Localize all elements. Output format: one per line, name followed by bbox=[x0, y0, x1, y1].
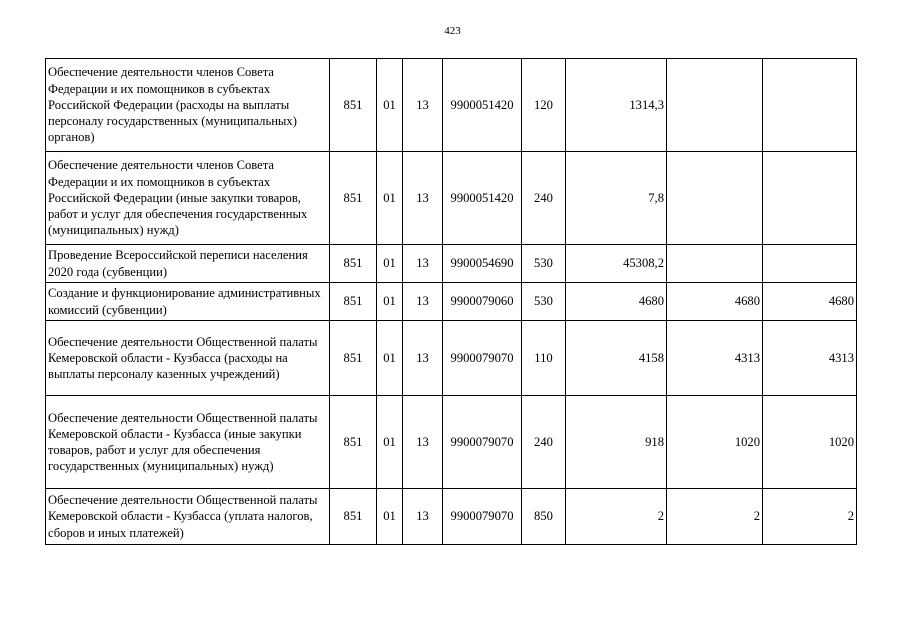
sum-year-3 bbox=[763, 152, 857, 245]
sum-year-1: 4680 bbox=[566, 283, 667, 321]
sum-year-1: 2 bbox=[566, 489, 667, 545]
ministry-code: 851 bbox=[330, 283, 377, 321]
sum-year-2 bbox=[667, 59, 763, 152]
table-row bbox=[46, 396, 857, 489]
expense-type-code: 110 bbox=[522, 321, 566, 396]
expense-type-code: 850 bbox=[522, 489, 566, 545]
section-code: 01 bbox=[377, 152, 403, 245]
target-article-code: 9900079070 bbox=[443, 489, 522, 545]
subsection-code: 13 bbox=[403, 489, 443, 545]
row-name: Создание и функционирование административных комиссий (субвенции) bbox=[46, 283, 330, 321]
ministry-code: 851 bbox=[330, 321, 377, 396]
table-row bbox=[46, 245, 857, 283]
sum-year-3: 4680 bbox=[763, 283, 857, 321]
page-number: 423 bbox=[444, 25, 461, 37]
target-article-code: 9900079070 bbox=[443, 396, 522, 489]
row-name: Обеспечение деятельности Общественной палаты Кемеровской области - Кузбасса (расходы на выплаты персоналу казенных учреждений) bbox=[46, 321, 330, 396]
target-article-code: 9900051420 bbox=[443, 59, 522, 152]
row-name: Обеспечение деятельности Общественной палаты Кемеровской области - Кузбасса (иные закупки товаров, работ и услуг для обеспечения государственных (муниципальных) нужд) bbox=[46, 396, 330, 489]
row-name: Обеспечение деятельности членов Совета Федерации и их помощников в субъектах Российской Федерации (иные закупки товаров, работ и услуг для обеспечения государственных (муниципальных) нужд) bbox=[46, 152, 330, 245]
subsection-code: 13 bbox=[403, 152, 443, 245]
expense-type-code: 240 bbox=[522, 396, 566, 489]
target-article-code: 9900079070 bbox=[443, 321, 522, 396]
sum-year-3 bbox=[763, 245, 857, 283]
table-row bbox=[46, 59, 857, 152]
sum-year-2 bbox=[667, 245, 763, 283]
ministry-code: 851 bbox=[330, 489, 377, 545]
sum-year-3: 4313 bbox=[763, 321, 857, 396]
subsection-code: 13 bbox=[403, 59, 443, 152]
section-code: 01 bbox=[377, 489, 403, 545]
target-article-code: 9900051420 bbox=[443, 152, 522, 245]
subsection-code: 13 bbox=[403, 321, 443, 396]
subsection-code: 13 bbox=[403, 396, 443, 489]
expense-type-code: 530 bbox=[522, 283, 566, 321]
ministry-code: 851 bbox=[330, 152, 377, 245]
expense-type-code: 240 bbox=[522, 152, 566, 245]
sum-year-2: 2 bbox=[667, 489, 763, 545]
sum-year-1: 918 bbox=[566, 396, 667, 489]
expense-type-code: 120 bbox=[522, 59, 566, 152]
ministry-code: 851 bbox=[330, 59, 377, 152]
subsection-code: 13 bbox=[403, 245, 443, 283]
target-article-code: 9900079060 bbox=[443, 283, 522, 321]
target-article-code: 9900054690 bbox=[443, 245, 522, 283]
table-row bbox=[46, 152, 857, 245]
row-name: Обеспечение деятельности членов Совета Федерации и их помощников в субъектах Российской Федерации (расходы на выплаты персоналу государственных (муниципальных) органов) bbox=[46, 59, 330, 152]
section-code: 01 bbox=[377, 245, 403, 283]
table-row bbox=[46, 283, 857, 321]
ministry-code: 851 bbox=[330, 396, 377, 489]
sum-year-1: 7,8 bbox=[566, 152, 667, 245]
sum-year-3: 2 bbox=[763, 489, 857, 545]
table-row bbox=[46, 321, 857, 396]
expense-type-code: 530 bbox=[522, 245, 566, 283]
section-code: 01 bbox=[377, 396, 403, 489]
row-name: Проведение Всероссийской переписи населения 2020 года (субвенции) bbox=[46, 245, 330, 283]
sum-year-2: 4313 bbox=[667, 321, 763, 396]
sum-year-1: 1314,3 bbox=[566, 59, 667, 152]
sum-year-2 bbox=[667, 152, 763, 245]
table-row bbox=[46, 489, 857, 545]
section-code: 01 bbox=[377, 59, 403, 152]
sum-year-3 bbox=[763, 59, 857, 152]
ministry-code: 851 bbox=[330, 245, 377, 283]
section-code: 01 bbox=[377, 283, 403, 321]
section-code: 01 bbox=[377, 321, 403, 396]
sum-year-3: 1020 bbox=[763, 396, 857, 489]
subsection-code: 13 bbox=[403, 283, 443, 321]
sum-year-1: 4158 bbox=[566, 321, 667, 396]
row-name: Обеспечение деятельности Общественной палаты Кемеровской области - Кузбасса (уплата налогов, сборов и иных платежей) bbox=[46, 489, 330, 545]
sum-year-2: 1020 bbox=[667, 396, 763, 489]
sum-year-2: 4680 bbox=[667, 283, 763, 321]
sum-year-1: 45308,2 bbox=[566, 245, 667, 283]
budget-table bbox=[45, 58, 857, 545]
